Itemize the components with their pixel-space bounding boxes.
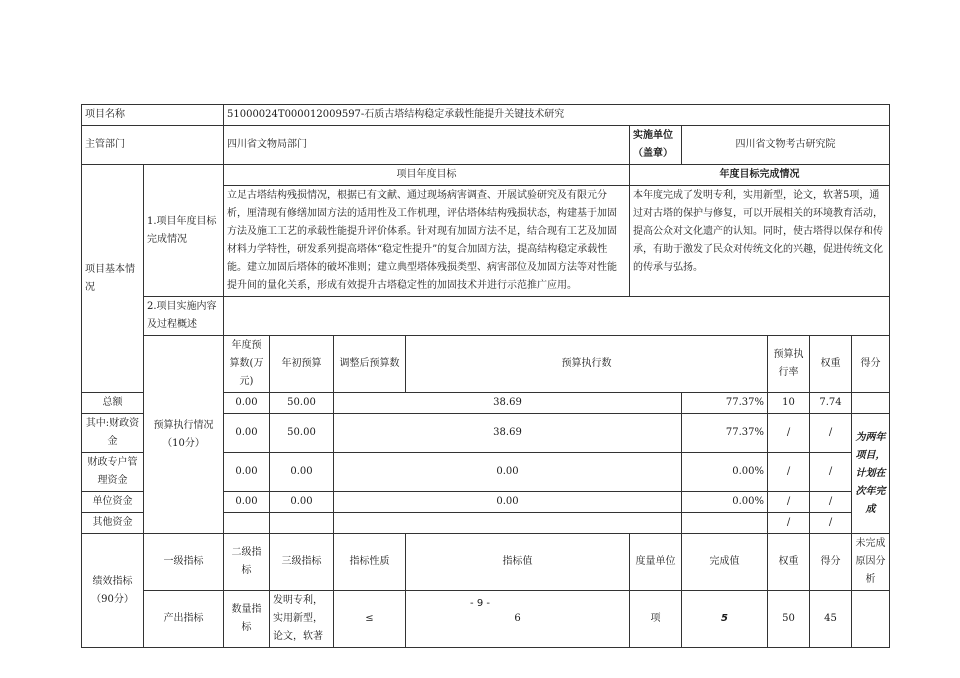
budget-row-score: 7.74	[810, 393, 852, 414]
dept-value: 四川省文物局部门	[224, 126, 630, 165]
project-name-value: 51000024T000012009597-石质古塔结构稳定承载性能提升关键技术研究	[224, 105, 890, 126]
perf-level2: 数量指标	[224, 591, 270, 648]
perf-unit: 项	[630, 591, 682, 648]
perf-header-level2: 二级指标	[224, 534, 270, 591]
budget-header-rate: 预算执行率	[768, 336, 810, 393]
budget-row-weight: /	[768, 492, 810, 513]
item2-label: 2.项目实施内容及过程概述	[144, 297, 224, 336]
budget-row-executed: 0.00	[334, 453, 682, 492]
budget-row-executed: 38.69	[334, 414, 682, 453]
budget-row-rate: 77.37%	[682, 414, 768, 453]
budget-row-weight: /	[768, 513, 810, 534]
budget-row-score: /	[810, 453, 852, 492]
budget-row-initial: 0.00	[224, 492, 270, 513]
perf-level3: 发明专利，实用新型，论文，软著	[270, 591, 334, 648]
item2-content	[224, 297, 890, 336]
item1-label: 1.项目年度目标完成情况	[144, 165, 224, 297]
impl-unit-label: 实施单位 （盖章）	[630, 126, 682, 165]
budget-row-initial: 0.00	[224, 414, 270, 453]
budget-row-adjusted: 0.00	[270, 492, 334, 513]
budget-header-initial: 年初预算	[270, 336, 334, 393]
perf-header-level1: 一级指标	[144, 534, 224, 591]
budget-row-name: 总额	[82, 393, 144, 414]
perf-level1: 产出指标	[144, 591, 224, 648]
performance-report-table	[81, 104, 890, 648]
budget-row-weight: /	[768, 414, 810, 453]
perf-header-done: 完成值	[682, 534, 768, 591]
budget-header-executed: 预算执行数	[406, 336, 768, 393]
budget-row-executed: 0.00	[334, 492, 682, 513]
budget-row-score: /	[810, 414, 852, 453]
annual-goal-text: 立足古塔结构残损情况，根据已有文献、通过现场病害调查、开展试验研究及有限元分析，厘清现有修缮加固方法的适用性及工作机理，评估塔体结构残损状态，构建基于加固方法及施工工艺的承载性能提升评价体系。针对现有加固方法不足，结合现有工艺及加固材料力学特性，研发系列提高塔体“稳定性提升”的复合加固方法，提高结构稳定承载性能。建立加固后塔体的破坏准则；建立典型塔体残损类型、病害部位及加固方法等对性能提升间的量化关系，形成有效提升古塔稳定性的加固技术并进行示范推广应用。	[224, 186, 630, 297]
budget-header-weight: 权重	[810, 336, 852, 393]
perf-done: 5	[682, 591, 768, 648]
perf-header-level3: 三级指标	[270, 534, 334, 591]
budget-row-initial: 0.00	[224, 453, 270, 492]
perf-value: 6	[406, 591, 630, 648]
budget-row-executed	[334, 513, 682, 534]
budget-row-initial	[224, 513, 270, 534]
budget-row-name: 财政专户管理资金	[82, 453, 144, 492]
budget-section-label: 预算执行情况（10分）	[144, 336, 224, 534]
budget-row-weight: /	[768, 453, 810, 492]
budget-reason-text: 为两年项目，计划在次年完成	[852, 414, 890, 534]
perf-header-value: 指标值	[406, 534, 630, 591]
budget-row-score: /	[810, 513, 852, 534]
goal-completion-header: 年度目标完成情况	[630, 165, 890, 186]
budget-row-rate	[682, 513, 768, 534]
perf-weight: 50	[768, 591, 810, 648]
perf-header-unit: 度量单位	[630, 534, 682, 591]
page-number: - 9 -	[470, 598, 490, 609]
budget-header-annual: 年度预算数(万元)	[224, 336, 270, 393]
budget-header-score: 得分	[852, 336, 890, 393]
perf-nature: ≤	[334, 591, 406, 648]
budget-row-adjusted: 50.00	[270, 393, 334, 414]
budget-header-adjusted: 调整后预算数	[334, 336, 406, 393]
perf-header-weight: 权重	[768, 534, 810, 591]
budget-row-initial: 0.00	[224, 393, 270, 414]
budget-row-adjusted: 0.00	[270, 453, 334, 492]
budget-row-weight: 10	[768, 393, 810, 414]
budget-row-rate: 0.00%	[682, 453, 768, 492]
budget-row-name: 单位资金	[82, 492, 144, 513]
completion-text: 本年度完成了发明专利，实用新型，论文，软著5项，通过对古塔的保护与修复，可以开展相关的环境教育活动，提高公众对文化遗产的认知。同时，使古塔得以保存和传承，有助于激发了民众对传统文化的兴趣，促进传统文化的传承与弘扬。	[630, 186, 890, 297]
perf-section-label: 绩效指标（90分）	[82, 534, 144, 648]
budget-row-executed: 38.69	[334, 393, 682, 414]
perf-header-reason: 未完成原因分析	[852, 534, 890, 591]
annual-goal-header: 项目年度目标	[224, 165, 630, 186]
budget-row-name: 其他资金	[82, 513, 144, 534]
budget-row-adjusted: 50.00	[270, 414, 334, 453]
budget-row-score: /	[810, 492, 852, 513]
basic-info-label: 项目基本情况	[82, 165, 144, 393]
perf-header-score: 得分	[810, 534, 852, 591]
budget-row-rate: 77.37%	[682, 393, 768, 414]
dept-label: 主管部门	[82, 126, 224, 165]
perf-header-nature: 指标性质	[334, 534, 406, 591]
budget-row-name: 其中:财政资金	[82, 414, 144, 453]
project-name-label: 项目名称	[82, 105, 224, 126]
impl-unit-value: 四川省文物考古研究院	[682, 126, 890, 165]
budget-row-rate: 0.00%	[682, 492, 768, 513]
budget-row-reason-empty	[852, 393, 890, 414]
perf-score: 45	[810, 591, 852, 648]
budget-row-adjusted	[270, 513, 334, 534]
